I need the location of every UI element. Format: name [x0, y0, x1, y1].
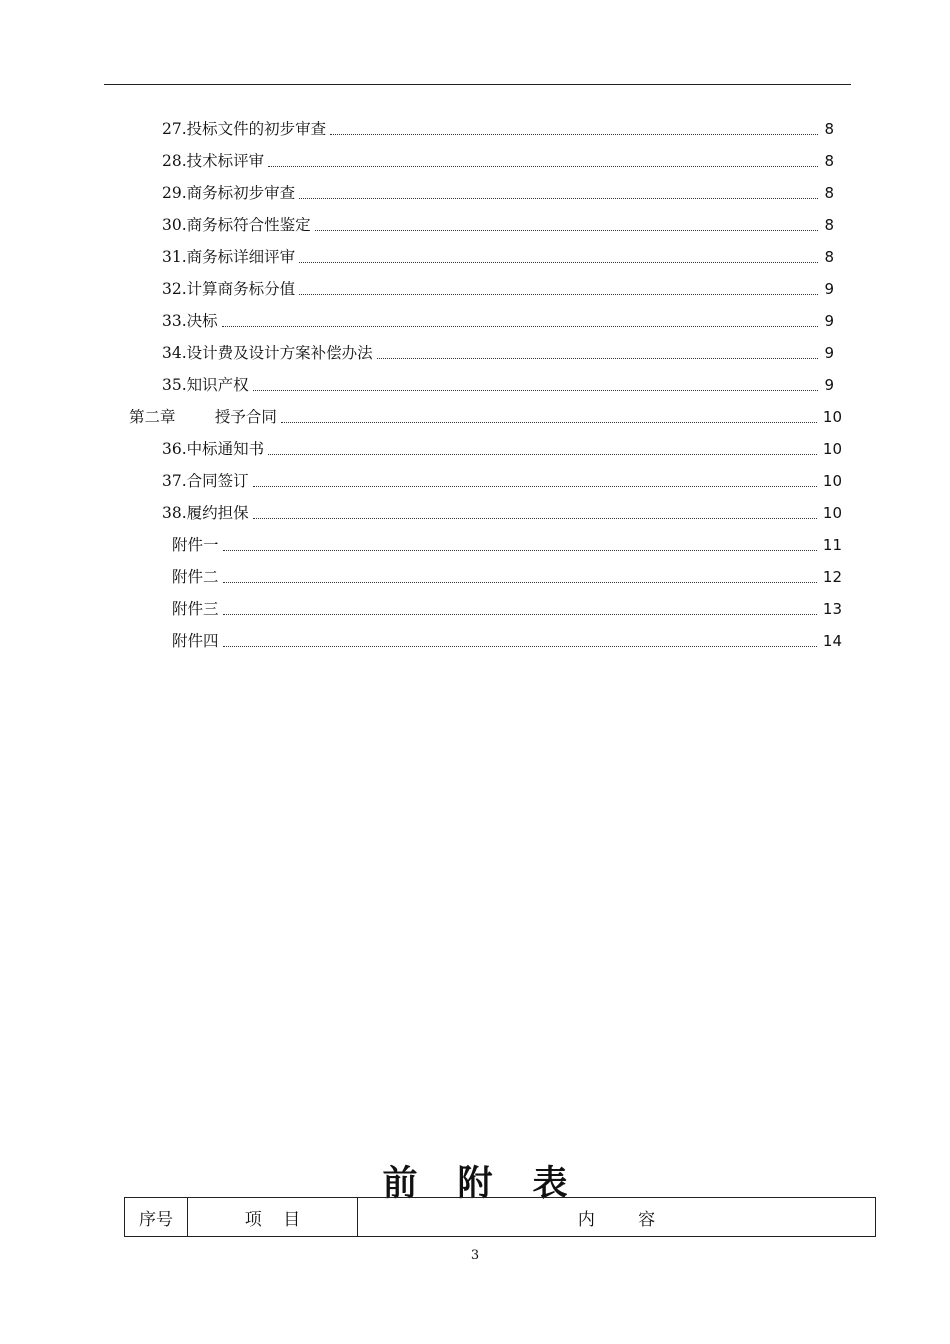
toc-entry-page: 12: [817, 566, 842, 588]
toc-leader: [253, 390, 819, 391]
toc-entry-page: 8: [818, 182, 834, 204]
toc-entry-label: 34.设计费及设计方案补偿办法: [162, 342, 377, 364]
toc-entry[interactable]: [162, 364, 834, 396]
toc-entry-label: 31.商务标详细评审: [162, 246, 299, 268]
toc-leader: [377, 358, 819, 359]
toc-leader: [223, 614, 817, 615]
toc-leader: [222, 326, 819, 327]
toc-entry-label: 29.商务标初步审查: [162, 182, 299, 204]
toc-entry-page: 9: [818, 342, 834, 364]
toc-entry[interactable]: [162, 460, 842, 492]
toc-entry-page: 9: [818, 374, 834, 396]
toc-appendix-entry[interactable]: [172, 556, 842, 588]
toc-leader: [268, 166, 818, 167]
toc-entry-label: 第二章 授予合同: [129, 406, 281, 428]
toc-entry[interactable]: [162, 140, 834, 172]
toc-entry-page: 8: [818, 246, 834, 268]
toc-entry-label: 38.履约担保: [162, 502, 253, 524]
toc-entry-page: 13: [817, 598, 842, 620]
toc-entry-label: 32.计算商务标分值: [162, 278, 299, 300]
toc-entry[interactable]: [162, 172, 834, 204]
toc-entry[interactable]: [162, 428, 842, 460]
header-cell-content: 内 容: [358, 1198, 876, 1237]
toc-entry[interactable]: [162, 492, 842, 524]
header-cell-item: 项 目: [188, 1198, 358, 1237]
toc-entry[interactable]: [162, 236, 834, 268]
toc-entry-page: 9: [818, 310, 834, 332]
toc-entry-page: 10: [817, 470, 842, 492]
toc-entry-label: 35.知识产权: [162, 374, 253, 396]
toc-leader: [330, 134, 818, 135]
toc-entry[interactable]: [162, 204, 834, 236]
toc-leader: [223, 582, 817, 583]
toc-entry[interactable]: [162, 108, 834, 140]
title-char: 附: [457, 1163, 493, 1204]
toc-entry-page: 14: [817, 630, 842, 652]
toc-entry[interactable]: [162, 300, 834, 332]
toc-entry-page: 10: [817, 406, 842, 428]
toc-entry-page: 8: [818, 214, 834, 236]
toc-leader: [315, 230, 819, 231]
toc-leader: [268, 454, 817, 455]
toc-entry-label: 37.合同签订: [162, 470, 253, 492]
toc-entry[interactable]: [162, 332, 834, 364]
front-table: [124, 1197, 876, 1237]
header-rule: [104, 84, 851, 85]
toc-entry-page: 8: [818, 150, 834, 172]
toc-leader: [299, 262, 818, 263]
toc-leader: [299, 294, 818, 295]
toc-leader: [253, 518, 817, 519]
toc-chapter-entry[interactable]: [129, 396, 842, 428]
toc-entry[interactable]: [162, 268, 834, 300]
toc-entry-label: 27.投标文件的初步审查: [162, 118, 330, 140]
title-char: 前: [382, 1163, 418, 1204]
title-char: 表: [532, 1163, 568, 1204]
toc-entry-label: 附件四: [172, 630, 223, 652]
toc-leader: [223, 550, 817, 551]
toc-entry-label: 附件三: [172, 598, 223, 620]
toc-leader: [299, 198, 818, 199]
toc-entry-page: 9: [818, 278, 834, 300]
toc-entry-page: 11: [817, 534, 842, 556]
toc-leader: [223, 646, 817, 647]
toc-entry-page: 10: [817, 502, 842, 524]
toc-entry-page: 8: [818, 118, 834, 140]
page-number: 3: [470, 1248, 480, 1263]
table-header-row: [125, 1198, 876, 1237]
toc-entry-label: 36.中标通知书: [162, 438, 268, 460]
header-cell-index: 序号: [125, 1198, 188, 1237]
toc-entry-label: 33.决标: [162, 310, 222, 332]
toc-entry-label: 附件一: [172, 534, 223, 556]
toc-appendix-entry[interactable]: [172, 620, 842, 652]
toc-entry-page: 10: [817, 438, 842, 460]
toc-entry-label: 28.技术标评审: [162, 150, 268, 172]
toc-appendix-entry[interactable]: [172, 588, 842, 620]
toc-appendix-entry[interactable]: [172, 524, 842, 556]
toc-entry-label: 附件二: [172, 566, 223, 588]
toc-leader: [281, 422, 817, 423]
toc-entry-label: 30.商务标符合性鉴定: [162, 214, 315, 236]
toc-leader: [253, 486, 817, 487]
